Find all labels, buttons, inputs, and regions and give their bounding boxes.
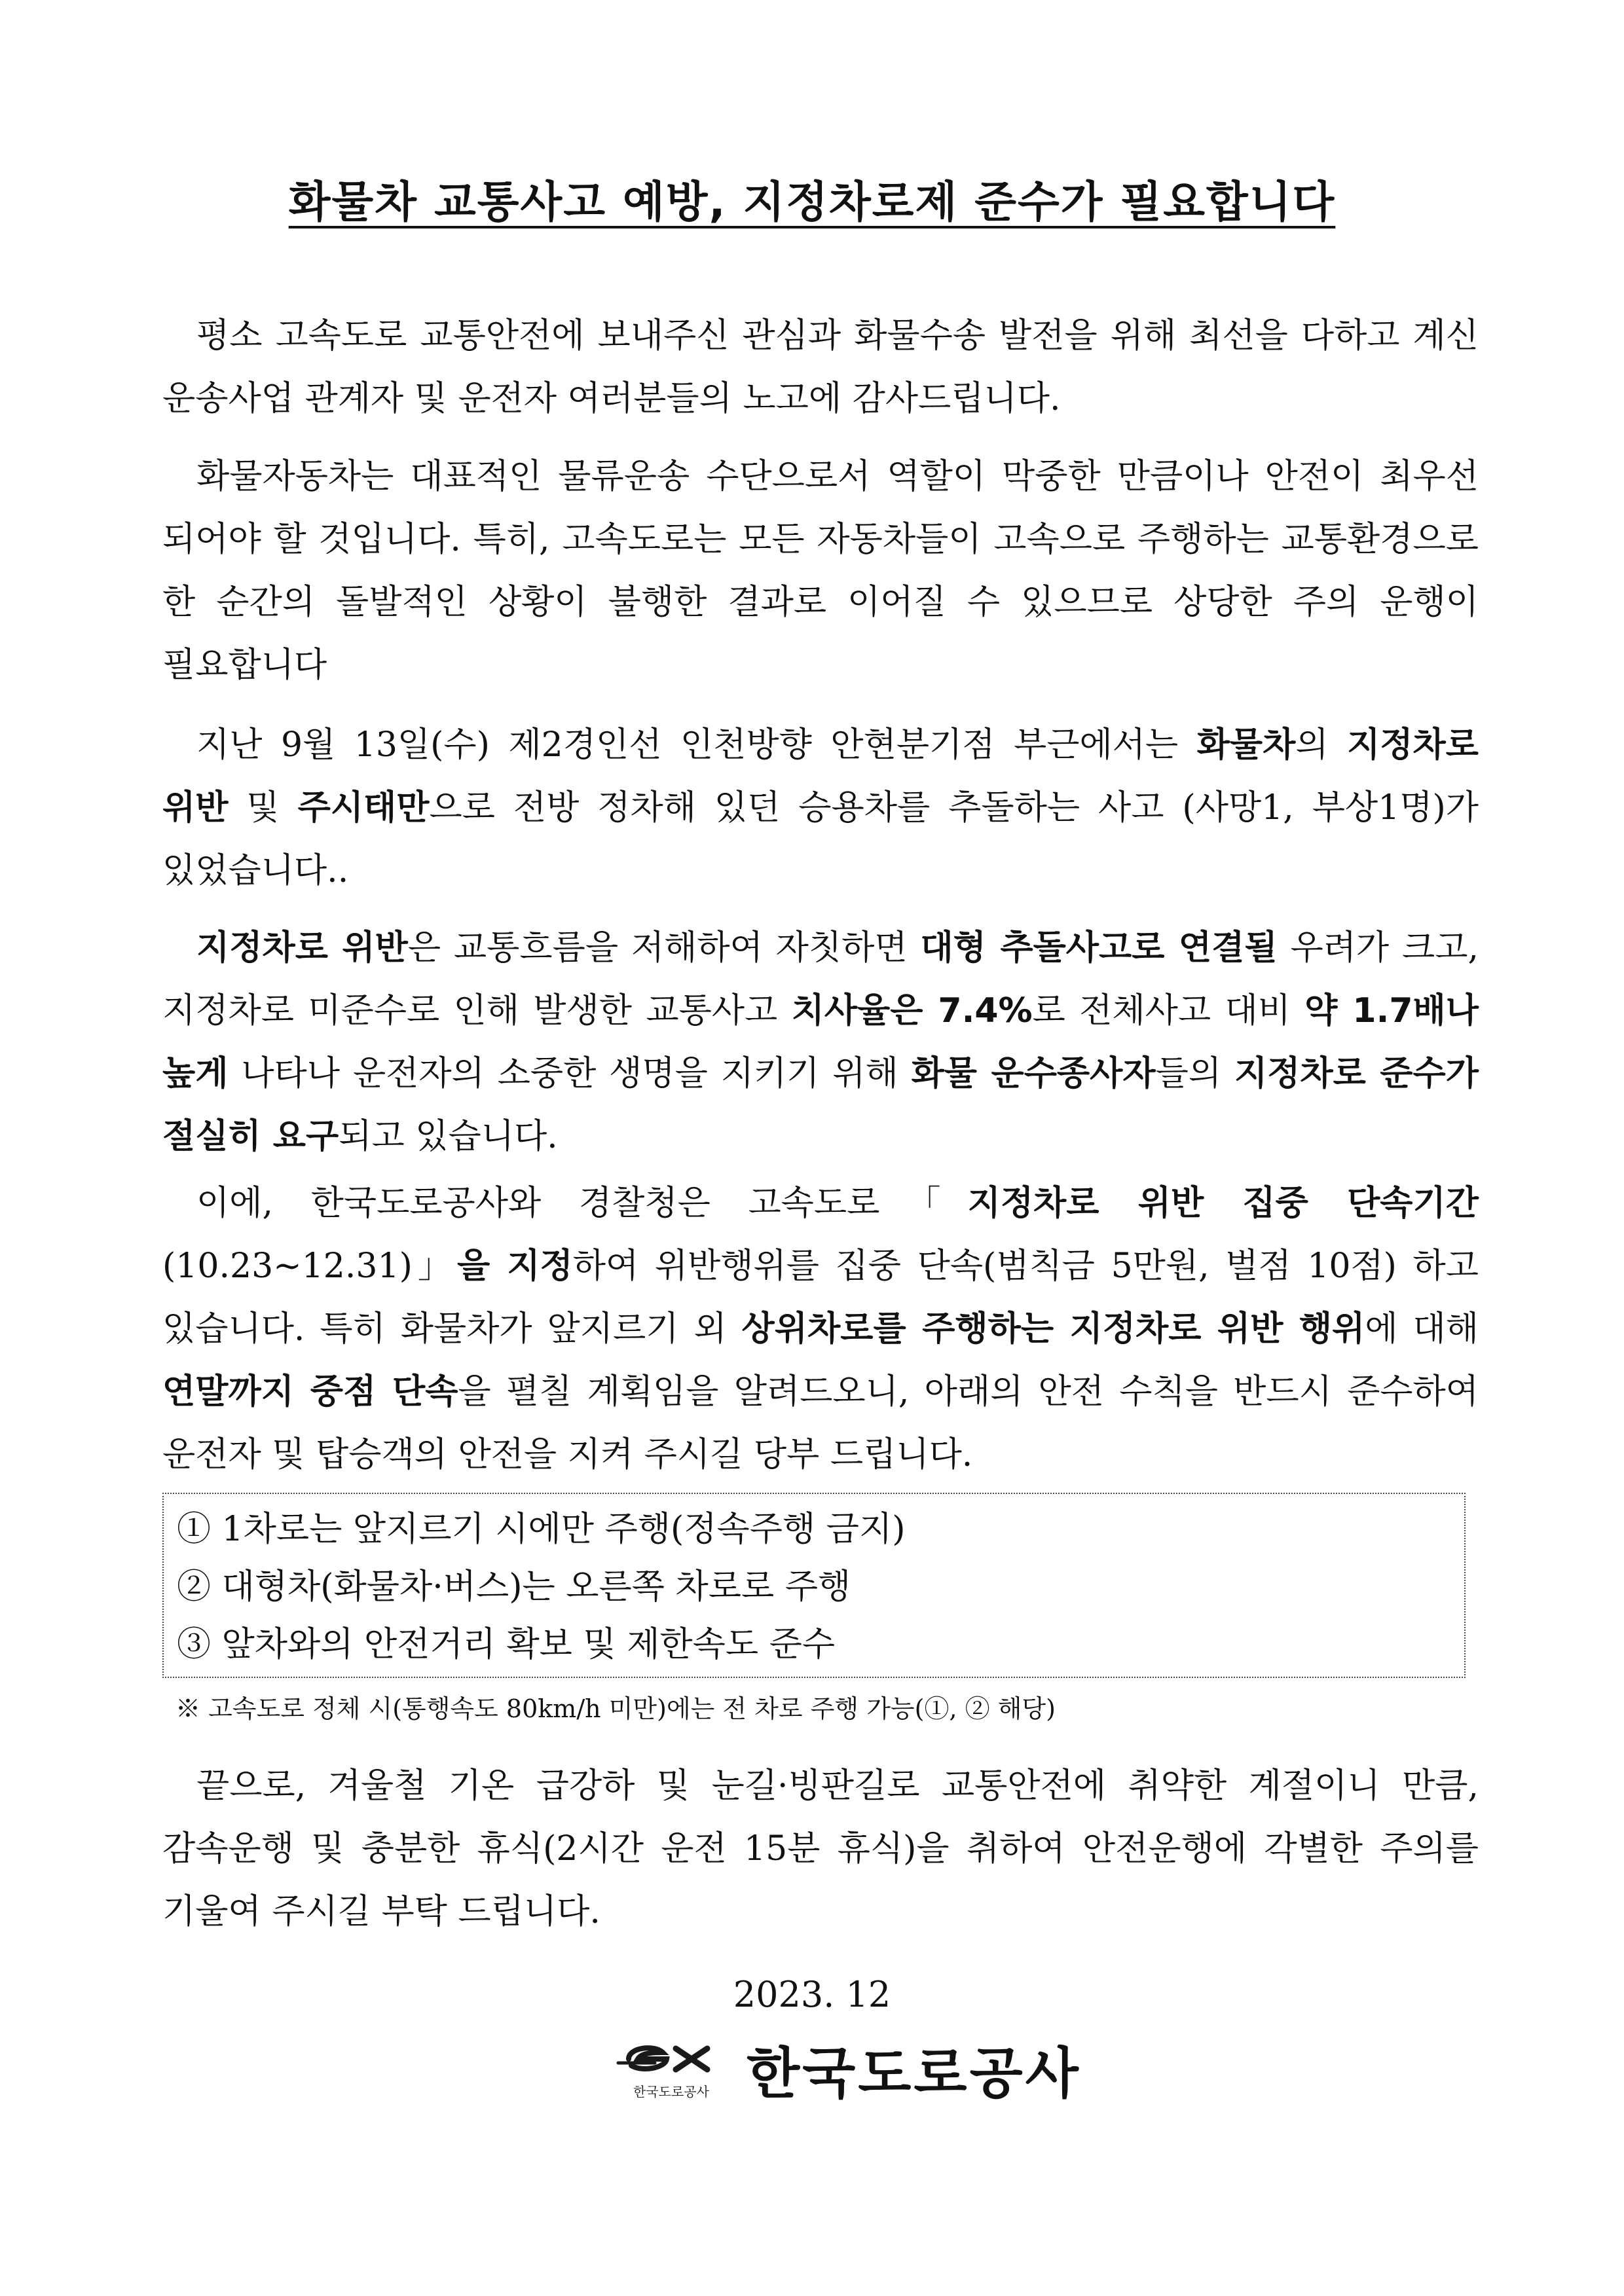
- congestion-note: ※ 고속도로 정체 시(통행속도 80km/h 미만)에는 전 차로 주행 가능(①, ② 해당): [175, 1694, 1056, 1723]
- rule-item: ③ 앞차와의 안전거리 확보 및 제한속도 준수: [177, 1625, 836, 1664]
- body-text: 의: [1295, 725, 1348, 765]
- emphasis-text: 지정차로 위반: [162, 725, 1479, 828]
- body-text: 에 대해: [1365, 1309, 1479, 1349]
- intro-paragraph: [162, 304, 1479, 430]
- body-text: 우려가 크고, 지정차로 미준수로 인해 발생한 교통사고: [162, 928, 1479, 1030]
- body-text: 을 펼칠 계획임을 알려드오니, 아래의 안전 수칙을 반드시 준수하여 운전자 및 탑승객의 안전을 지켜 주시길 당부 드립니다.: [162, 1372, 1479, 1474]
- body-text: 로 전체사고 대비: [1032, 991, 1305, 1030]
- body-text: 화물자동차는 대표적인 물류운송 수단으로서 역할이 막중한 만큼이나 안전이 최우선 되어야 할 것입니다. 특히, 고속도로는 모든 자동차들이 고속으로 주행하는 교통환경으로 한 순간의 돌발적인 상황이 불행한 결과로 이어질 수 있으므로 상당한 주의 운행이 필요합니다: [162, 457, 1479, 685]
- ex-logo: [616, 2033, 727, 2105]
- rule-item: ① 1차로는 앞지르기 시에만 주행(정속주행 금지): [177, 1510, 906, 1549]
- body-text: 되고 있습니다.: [339, 1117, 558, 1156]
- emphasis-text: 주시태만: [297, 788, 430, 828]
- accident-paragraph: [162, 714, 1479, 902]
- emphasis-text: 을 지정: [456, 1247, 573, 1286]
- enforcement-paragraph: [162, 1172, 1479, 1486]
- body-text: 이에, 한국도로공사와 경찰청은 고속도로「: [196, 1184, 968, 1223]
- emphasis-text: 약 1.7배나 높게: [162, 991, 1479, 1093]
- body-text: (10.23~12.31)」: [162, 1247, 457, 1286]
- emphasis-text: 치사율은 7.4%: [791, 991, 1033, 1030]
- rule-item: ② 대형차(화물차·버스)는 오른쪽 차로로 주행: [177, 1567, 851, 1607]
- issue-date: 2023. 12: [733, 1974, 891, 2015]
- violation-paragraph: [162, 917, 1479, 1168]
- emphasis-text: 화물차: [1196, 725, 1296, 765]
- ex-logo-icon: [616, 2033, 727, 2079]
- body-text: 하여 위반행위를 집중 단속(범칙금 5만원, 벌점 10점) 하고 있습니다. 특히 화물차가 앞지르기 외: [162, 1247, 1479, 1349]
- emphasis-text: 대형 추돌사고로 연결될: [920, 928, 1278, 968]
- logo-caption: 한국도로공사: [633, 2084, 709, 2100]
- closing-paragraph: [162, 1755, 1479, 1943]
- body-text: 끝으로, 겨울철 기온 급강하 및 눈길·빙판길로 교통안전에 취약한 계절이니 만큼, 감속운행 및 충분한 휴식(2시간 운전 15분 휴식)을 취하여 안전운행에 각별한 주의를 기울여 주시길 부탁 드립니다.: [162, 1766, 1479, 1931]
- emphasis-text: 지정차로 준수가 절실히 요구: [162, 1054, 1479, 1156]
- body-text: 및: [228, 788, 298, 828]
- body-text: 나타나 운전자의 소중한 생명을 지키기 위해: [228, 1054, 912, 1093]
- emphasis-text: 연말까지 중점 단속: [162, 1372, 458, 1412]
- body-text: 은 교통흐름을 저해하여 자칫하면: [407, 928, 921, 968]
- safety-rules-box: [162, 1493, 1466, 1678]
- emphasis-text: 지정차로 위반: [196, 928, 408, 968]
- emphasis-text: 지정차로 위반 집중 단속기간: [967, 1184, 1479, 1223]
- body-text: 평소 고속도로 교통안전에 보내주신 관심과 화물수송 발전을 위해 최선을 다하고 계신 운송사업 관계자 및 운전자 여러분들의 노고에 감사드립니다.: [162, 316, 1479, 418]
- emphasis-text: 상위차로를 주행하는 지정차로 위반 행위: [741, 1309, 1365, 1349]
- emphasis-text: 화물 운수종사자: [911, 1054, 1156, 1093]
- organization-name: 한국도로공사: [747, 2041, 1081, 2105]
- body-text: 으로 전방 정차해 있던 승용차를 추돌하는 사고 (사망1, 부상1명)가 있었습니다..: [162, 788, 1479, 890]
- body-text: 지난 9월 13일(수) 제2경인선 인천방향 안현분기점 부근에서는: [196, 725, 1197, 765]
- safety-paragraph: [162, 445, 1479, 697]
- body-text: 들의: [1155, 1054, 1234, 1093]
- document-title: 화물차 교통사고 예방, 지정차로제 준수가 필요합니다: [288, 177, 1336, 227]
